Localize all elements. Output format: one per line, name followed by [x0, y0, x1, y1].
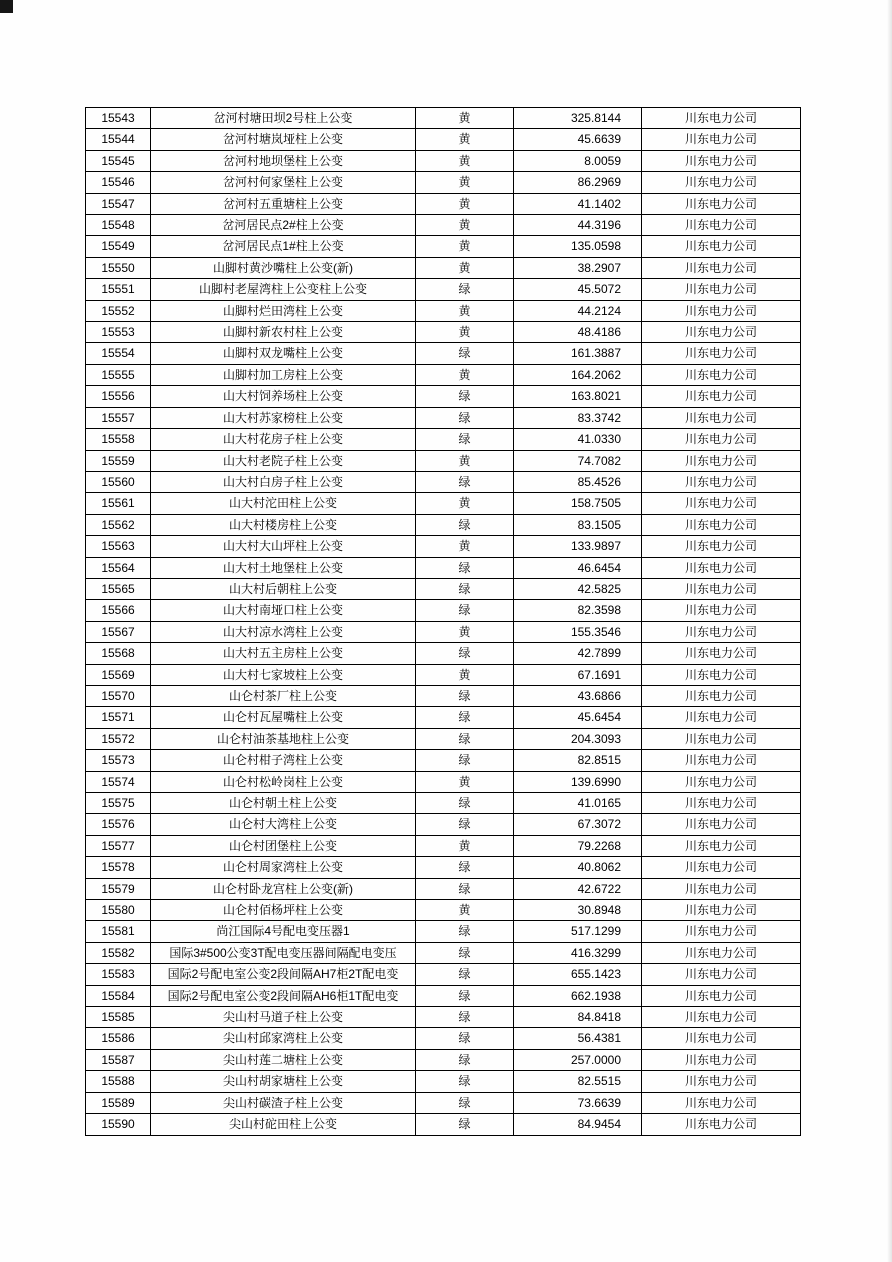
cell-value[interactable]: 67.3072: [514, 814, 642, 835]
cell-company[interactable]: 川东电力公司: [642, 921, 801, 942]
cell-name[interactable]: 国际3#500公变3T配电变压器间隔配电变压: [151, 942, 416, 963]
cell-value[interactable]: 84.8418: [514, 1007, 642, 1028]
cell-name[interactable]: 山大村楼房柱上公变: [151, 514, 416, 535]
cell-name[interactable]: 尖山村马道子柱上公变: [151, 1007, 416, 1028]
cell-name[interactable]: 山脚村烂田湾柱上公变: [151, 300, 416, 321]
cell-company[interactable]: 川东电力公司: [642, 300, 801, 321]
cell-color-flag[interactable]: 绿: [416, 1049, 514, 1070]
table-row: [86, 236, 801, 257]
cell-name[interactable]: 山仑村松岭岗柱上公变: [151, 771, 416, 792]
cell-id[interactable]: 15567: [86, 621, 151, 642]
cell-name[interactable]: 尖山村胡家塘柱上公变: [151, 1071, 416, 1092]
cell-value[interactable]: 83.1505: [514, 514, 642, 535]
cell-color-flag[interactable]: 黄: [416, 664, 514, 685]
cell-color-flag[interactable]: 黄: [416, 621, 514, 642]
cell-company[interactable]: 川东电力公司: [642, 364, 801, 385]
cell-color-flag[interactable]: 黄: [416, 236, 514, 257]
cell-value[interactable]: 41.0165: [514, 793, 642, 814]
cell-name[interactable]: 岔河村何家堡柱上公变: [151, 172, 416, 193]
cell-value[interactable]: 41.0330: [514, 429, 642, 450]
cell-color-flag[interactable]: 绿: [416, 750, 514, 771]
cell-color-flag[interactable]: 绿: [416, 685, 514, 706]
cell-value[interactable]: 46.6454: [514, 557, 642, 578]
cell-id[interactable]: 15552: [86, 300, 151, 321]
cell-company[interactable]: 川东电力公司: [642, 857, 801, 878]
cell-value[interactable]: 73.6639: [514, 1092, 642, 1113]
cell-value[interactable]: 44.3196: [514, 215, 642, 236]
table-row: [86, 578, 801, 599]
cell-id[interactable]: 15582: [86, 942, 151, 963]
cell-company[interactable]: 川东电力公司: [642, 557, 801, 578]
cell-color-flag[interactable]: 绿: [416, 878, 514, 899]
cell-id[interactable]: 15556: [86, 386, 151, 407]
cell-id[interactable]: 15568: [86, 643, 151, 664]
cell-id[interactable]: 15565: [86, 578, 151, 599]
cell-company[interactable]: 川东电力公司: [642, 1007, 801, 1028]
cell-name[interactable]: 山大村白房子柱上公变: [151, 471, 416, 492]
cell-name[interactable]: 山大村七家坡柱上公变: [151, 664, 416, 685]
cell-color-flag[interactable]: 绿: [416, 343, 514, 364]
cell-id[interactable]: 15583: [86, 964, 151, 985]
cell-company[interactable]: 川东电力公司: [642, 578, 801, 599]
cell-id[interactable]: 15560: [86, 471, 151, 492]
cell-color-flag[interactable]: 黄: [416, 129, 514, 150]
cell-value[interactable]: 48.4186: [514, 322, 642, 343]
cell-company[interactable]: 川东电力公司: [642, 471, 801, 492]
cell-company[interactable]: 川东电力公司: [642, 964, 801, 985]
cell-value[interactable]: 45.6639: [514, 129, 642, 150]
cell-company[interactable]: 川东电力公司: [642, 600, 801, 621]
cell-id[interactable]: 15554: [86, 343, 151, 364]
cell-value[interactable]: 164.2062: [514, 364, 642, 385]
cell-name[interactable]: 山大村沱田柱上公变: [151, 493, 416, 514]
table-row: [86, 1092, 801, 1113]
table-row: [86, 108, 801, 129]
cell-color-flag[interactable]: 绿: [416, 1071, 514, 1092]
cell-company[interactable]: 川东电力公司: [642, 1114, 801, 1135]
cell-name[interactable]: 山仑村油茶基地柱上公变: [151, 728, 416, 749]
cell-color-flag[interactable]: 绿: [416, 1114, 514, 1135]
cell-company[interactable]: 川东电力公司: [642, 215, 801, 236]
page-edge-shade: [887, 0, 892, 1262]
cell-id[interactable]: 15559: [86, 450, 151, 471]
cell-name[interactable]: 山大村饲养场柱上公变: [151, 386, 416, 407]
cell-color-flag[interactable]: 黄: [416, 536, 514, 557]
cell-value[interactable]: 133.9897: [514, 536, 642, 557]
cell-company[interactable]: 川东电力公司: [642, 514, 801, 535]
table-row: [86, 129, 801, 150]
cell-id[interactable]: 15547: [86, 193, 151, 214]
cell-company[interactable]: 川东电力公司: [642, 450, 801, 471]
table-row: [86, 343, 801, 364]
table-body: [86, 108, 801, 1136]
cell-name[interactable]: 山脚村黄沙嘴柱上公变(新): [151, 257, 416, 278]
cell-value[interactable]: 8.0059: [514, 150, 642, 171]
cell-name[interactable]: 山仑村大湾柱上公变: [151, 814, 416, 835]
cell-company[interactable]: 川东电力公司: [642, 942, 801, 963]
cell-color-flag[interactable]: 绿: [416, 728, 514, 749]
cell-value[interactable]: 42.5825: [514, 578, 642, 599]
cell-id[interactable]: 15551: [86, 279, 151, 300]
cell-name[interactable]: 岔河村地坝堡柱上公变: [151, 150, 416, 171]
cell-color-flag[interactable]: 绿: [416, 942, 514, 963]
table-row: [86, 364, 801, 385]
cell-color-flag[interactable]: 绿: [416, 1007, 514, 1028]
cell-company[interactable]: 川东电力公司: [642, 793, 801, 814]
cell-value[interactable]: 517.1299: [514, 921, 642, 942]
table-row: [86, 728, 801, 749]
cell-id[interactable]: 15574: [86, 771, 151, 792]
cell-id[interactable]: 15575: [86, 793, 151, 814]
cell-name[interactable]: 山仑村茶厂柱上公变: [151, 685, 416, 706]
table-row: [86, 386, 801, 407]
cell-name[interactable]: 山大村苏家榜柱上公变: [151, 407, 416, 428]
cell-id[interactable]: 15584: [86, 985, 151, 1006]
cell-company[interactable]: 川东电力公司: [642, 1028, 801, 1049]
cell-id[interactable]: 15553: [86, 322, 151, 343]
cell-company[interactable]: 川东电力公司: [642, 707, 801, 728]
table-row: [86, 429, 801, 450]
table-row: [86, 300, 801, 321]
table-row: [86, 1071, 801, 1092]
cell-id[interactable]: 15545: [86, 150, 151, 171]
cell-value[interactable]: 204.3093: [514, 728, 642, 749]
cell-company[interactable]: 川东电力公司: [642, 343, 801, 364]
cell-company[interactable]: 川东电力公司: [642, 129, 801, 150]
table-row: [86, 750, 801, 771]
cell-color-flag[interactable]: 黄: [416, 364, 514, 385]
cell-color-flag[interactable]: 黄: [416, 150, 514, 171]
cell-company[interactable]: 川东电力公司: [642, 150, 801, 171]
cell-company[interactable]: 川东电力公司: [642, 236, 801, 257]
cell-id[interactable]: 15577: [86, 835, 151, 856]
cell-company[interactable]: 川东电力公司: [642, 536, 801, 557]
cell-color-flag[interactable]: 黄: [416, 108, 514, 129]
table-row: [86, 685, 801, 706]
cell-name[interactable]: 山仑村周家湾柱上公变: [151, 857, 416, 878]
cell-id[interactable]: 15570: [86, 685, 151, 706]
cell-id[interactable]: 15543: [86, 108, 151, 129]
cell-color-flag[interactable]: 绿: [416, 985, 514, 1006]
cell-color-flag[interactable]: 黄: [416, 172, 514, 193]
table-row: [86, 1007, 801, 1028]
cell-value[interactable]: 416.3299: [514, 942, 642, 963]
cell-name[interactable]: 山脚村老屋湾柱上公变柱上公变: [151, 279, 416, 300]
cell-name[interactable]: 岔河村塘田坝2号柱上公变: [151, 108, 416, 129]
cell-color-flag[interactable]: 绿: [416, 578, 514, 599]
cell-value[interactable]: 42.7899: [514, 643, 642, 664]
cell-color-flag[interactable]: 黄: [416, 835, 514, 856]
cell-company[interactable]: 川东电力公司: [642, 771, 801, 792]
cell-company[interactable]: 川东电力公司: [642, 835, 801, 856]
cell-name[interactable]: 山大村土地堡柱上公变: [151, 557, 416, 578]
transformer-table: [85, 107, 801, 1136]
cell-value[interactable]: 40.8062: [514, 857, 642, 878]
table-row: [86, 215, 801, 236]
cell-value[interactable]: 45.5072: [514, 279, 642, 300]
cell-value[interactable]: 44.2124: [514, 300, 642, 321]
cell-value[interactable]: 38.2907: [514, 257, 642, 278]
cell-value[interactable]: 85.4526: [514, 471, 642, 492]
cell-name[interactable]: 岔河村五重塘柱上公变: [151, 193, 416, 214]
cell-company[interactable]: 川东电力公司: [642, 493, 801, 514]
table-row: [86, 621, 801, 642]
cell-color-flag[interactable]: 绿: [416, 707, 514, 728]
cell-name[interactable]: 岔河村塘岚垭柱上公变: [151, 129, 416, 150]
cell-value[interactable]: 67.1691: [514, 664, 642, 685]
table-row: [86, 514, 801, 535]
table-row: [86, 1049, 801, 1070]
cell-company[interactable]: 川东电力公司: [642, 108, 801, 129]
cell-value[interactable]: 655.1423: [514, 964, 642, 985]
table-row: [86, 536, 801, 557]
cell-company[interactable]: 川东电力公司: [642, 685, 801, 706]
cell-company[interactable]: 川东电力公司: [642, 621, 801, 642]
cell-value[interactable]: 163.8021: [514, 386, 642, 407]
cell-id[interactable]: 15578: [86, 857, 151, 878]
cell-color-flag[interactable]: 绿: [416, 793, 514, 814]
table-row: [86, 279, 801, 300]
cell-value[interactable]: 41.1402: [514, 193, 642, 214]
cell-company[interactable]: 川东电力公司: [642, 257, 801, 278]
cell-name[interactable]: 尖山村砣田柱上公变: [151, 1114, 416, 1135]
cell-id[interactable]: 15561: [86, 493, 151, 514]
cell-color-flag[interactable]: 绿: [416, 964, 514, 985]
cell-name[interactable]: 山脚村加工房柱上公变: [151, 364, 416, 385]
cell-id[interactable]: 15562: [86, 514, 151, 535]
cell-id[interactable]: 15587: [86, 1049, 151, 1070]
cell-value[interactable]: 82.3598: [514, 600, 642, 621]
cell-color-flag[interactable]: 绿: [416, 557, 514, 578]
cell-id[interactable]: 15585: [86, 1007, 151, 1028]
table-row: [86, 600, 801, 621]
cell-name[interactable]: 山仑村瓦屋嘴柱上公变: [151, 707, 416, 728]
cell-id[interactable]: 15590: [86, 1114, 151, 1135]
cell-name[interactable]: 岔河居民点1#柱上公变: [151, 236, 416, 257]
cell-name[interactable]: 山仑村佰杨坪柱上公变: [151, 900, 416, 921]
table-row: [86, 1114, 801, 1135]
cell-value[interactable]: 662.1938: [514, 985, 642, 1006]
cell-id[interactable]: 15544: [86, 129, 151, 150]
cell-company[interactable]: 川东电力公司: [642, 664, 801, 685]
cell-id[interactable]: 15571: [86, 707, 151, 728]
table-row: [86, 664, 801, 685]
cell-name[interactable]: 尚江国际4号配电变压器1: [151, 921, 416, 942]
table-row: [86, 493, 801, 514]
cell-id[interactable]: 15572: [86, 728, 151, 749]
cell-name[interactable]: 山大村大山坪柱上公变: [151, 536, 416, 557]
cell-name[interactable]: 山仑村团堡柱上公变: [151, 835, 416, 856]
cell-id[interactable]: 15580: [86, 900, 151, 921]
cell-name[interactable]: 山大村后朝柱上公变: [151, 578, 416, 599]
table-row: [86, 557, 801, 578]
cell-value[interactable]: 82.8515: [514, 750, 642, 771]
table-row: [86, 793, 801, 814]
cell-id[interactable]: 15548: [86, 215, 151, 236]
cell-id[interactable]: 15549: [86, 236, 151, 257]
cell-value[interactable]: 139.6990: [514, 771, 642, 792]
cell-value[interactable]: 86.2969: [514, 172, 642, 193]
cell-name[interactable]: 国际2号配电室公变2段间隔AH7柜2T配电变: [151, 964, 416, 985]
cell-name[interactable]: 山仑村朝土柱上公变: [151, 793, 416, 814]
cell-color-flag[interactable]: 绿: [416, 386, 514, 407]
cell-color-flag[interactable]: 绿: [416, 857, 514, 878]
cell-company[interactable]: 川东电力公司: [642, 429, 801, 450]
cell-id[interactable]: 15557: [86, 407, 151, 428]
cell-id[interactable]: 15563: [86, 536, 151, 557]
cell-color-flag[interactable]: 黄: [416, 215, 514, 236]
cell-color-flag[interactable]: 绿: [416, 1092, 514, 1113]
cell-name[interactable]: 岔河居民点2#柱上公变: [151, 215, 416, 236]
table-row: [86, 643, 801, 664]
table-row: [86, 150, 801, 171]
cell-name[interactable]: 尖山村莲二塘柱上公变: [151, 1049, 416, 1070]
cell-company[interactable]: 川东电力公司: [642, 750, 801, 771]
cell-value[interactable]: 74.7082: [514, 450, 642, 471]
table-row: [86, 964, 801, 985]
cell-value[interactable]: 158.7505: [514, 493, 642, 514]
cell-company[interactable]: 川东电力公司: [642, 1071, 801, 1092]
cell-id[interactable]: 15581: [86, 921, 151, 942]
cell-id[interactable]: 15588: [86, 1071, 151, 1092]
cell-company[interactable]: 川东电力公司: [642, 1092, 801, 1113]
cell-color-flag[interactable]: 黄: [416, 300, 514, 321]
cell-company[interactable]: 川东电力公司: [642, 900, 801, 921]
cell-company[interactable]: 川东电力公司: [642, 878, 801, 899]
table-row: [86, 257, 801, 278]
cell-color-flag[interactable]: 绿: [416, 1028, 514, 1049]
cell-id[interactable]: 15569: [86, 664, 151, 685]
cell-value[interactable]: 30.8948: [514, 900, 642, 921]
table-row: [86, 942, 801, 963]
cell-company[interactable]: 川东电力公司: [642, 193, 801, 214]
cell-value[interactable]: 45.6454: [514, 707, 642, 728]
cell-value[interactable]: 79.2268: [514, 835, 642, 856]
cell-value[interactable]: 161.3887: [514, 343, 642, 364]
table-row: [86, 1028, 801, 1049]
table-row: [86, 835, 801, 856]
cell-name[interactable]: 山脚村新农村柱上公变: [151, 322, 416, 343]
cell-color-flag[interactable]: 绿: [416, 471, 514, 492]
cell-company[interactable]: 川东电力公司: [642, 985, 801, 1006]
cell-name[interactable]: 山大村老院子柱上公变: [151, 450, 416, 471]
cell-value[interactable]: 82.5515: [514, 1071, 642, 1092]
cell-color-flag[interactable]: 黄: [416, 900, 514, 921]
cell-id[interactable]: 15576: [86, 814, 151, 835]
cell-name[interactable]: 山仑村卧龙宫柱上公变(新): [151, 878, 416, 899]
cell-name[interactable]: 山大村凉水湾柱上公变: [151, 621, 416, 642]
cell-value[interactable]: 84.9454: [514, 1114, 642, 1135]
cell-company[interactable]: 川东电力公司: [642, 643, 801, 664]
cell-color-flag[interactable]: 黄: [416, 493, 514, 514]
cell-name[interactable]: 尖山村邱家湾柱上公变: [151, 1028, 416, 1049]
cell-value[interactable]: 83.3742: [514, 407, 642, 428]
table-row: [86, 450, 801, 471]
cell-company[interactable]: 川东电力公司: [642, 279, 801, 300]
table-row: [86, 900, 801, 921]
cell-color-flag[interactable]: 绿: [416, 600, 514, 621]
cell-company[interactable]: 川东电力公司: [642, 814, 801, 835]
cell-color-flag[interactable]: 绿: [416, 514, 514, 535]
table-row: [86, 857, 801, 878]
cell-value[interactable]: 56.4381: [514, 1028, 642, 1049]
cell-value[interactable]: 42.6722: [514, 878, 642, 899]
cell-color-flag[interactable]: 绿: [416, 814, 514, 835]
table-row: [86, 707, 801, 728]
table-row: [86, 814, 801, 835]
cell-name[interactable]: 山脚村双龙嘴柱上公变: [151, 343, 416, 364]
cell-id[interactable]: 15564: [86, 557, 151, 578]
table-row: [86, 985, 801, 1006]
cell-company[interactable]: 川东电力公司: [642, 1049, 801, 1070]
cell-name[interactable]: 尖山村碳渣子柱上公变: [151, 1092, 416, 1113]
cell-color-flag[interactable]: 绿: [416, 407, 514, 428]
cell-color-flag[interactable]: 黄: [416, 257, 514, 278]
cell-id[interactable]: 15558: [86, 429, 151, 450]
corner-mark: [0, 0, 13, 13]
cell-name[interactable]: 山大村五主房柱上公变: [151, 643, 416, 664]
cell-value[interactable]: 155.3546: [514, 621, 642, 642]
cell-color-flag[interactable]: 绿: [416, 921, 514, 942]
cell-id[interactable]: 15546: [86, 172, 151, 193]
cell-name[interactable]: 国际2号配电室公变2段间隔AH6柜1T配电变: [151, 985, 416, 1006]
table-row: [86, 771, 801, 792]
cell-name[interactable]: 山大村南垭口柱上公变: [151, 600, 416, 621]
cell-color-flag[interactable]: 绿: [416, 429, 514, 450]
table-row: [86, 471, 801, 492]
cell-color-flag[interactable]: 绿: [416, 279, 514, 300]
table-row: [86, 322, 801, 343]
cell-id[interactable]: 15566: [86, 600, 151, 621]
cell-value[interactable]: 135.0598: [514, 236, 642, 257]
cell-company[interactable]: 川东电力公司: [642, 386, 801, 407]
cell-company[interactable]: 川东电力公司: [642, 322, 801, 343]
cell-id[interactable]: 15579: [86, 878, 151, 899]
cell-company[interactable]: 川东电力公司: [642, 172, 801, 193]
cell-id[interactable]: 15573: [86, 750, 151, 771]
cell-company[interactable]: 川东电力公司: [642, 407, 801, 428]
cell-company[interactable]: 川东电力公司: [642, 728, 801, 749]
table-row: [86, 407, 801, 428]
cell-name[interactable]: 山大村花房子柱上公变: [151, 429, 416, 450]
cell-value[interactable]: 325.8144: [514, 108, 642, 129]
cell-id[interactable]: 15555: [86, 364, 151, 385]
cell-color-flag[interactable]: 黄: [416, 322, 514, 343]
table-row: [86, 921, 801, 942]
cell-name[interactable]: 山仑村柑子湾柱上公变: [151, 750, 416, 771]
cell-id[interactable]: 15550: [86, 257, 151, 278]
table-row: [86, 193, 801, 214]
cell-color-flag[interactable]: 黄: [416, 450, 514, 471]
cell-value[interactable]: 257.0000: [514, 1049, 642, 1070]
cell-id[interactable]: 15586: [86, 1028, 151, 1049]
cell-color-flag[interactable]: 黄: [416, 193, 514, 214]
cell-id[interactable]: 15589: [86, 1092, 151, 1113]
table-row: [86, 878, 801, 899]
cell-color-flag[interactable]: 绿: [416, 643, 514, 664]
cell-value[interactable]: 43.6866: [514, 685, 642, 706]
table-row: [86, 172, 801, 193]
cell-color-flag[interactable]: 黄: [416, 771, 514, 792]
